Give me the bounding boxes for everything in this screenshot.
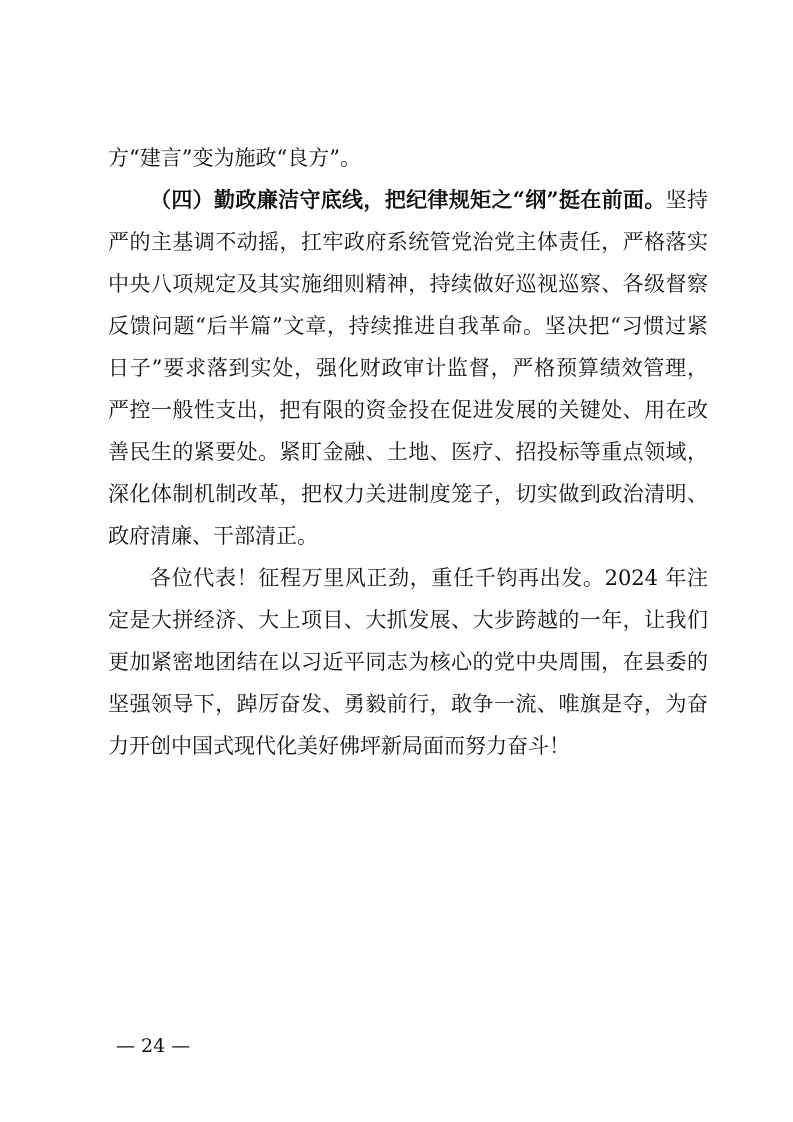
paragraph-3-line-5: 力开创中国式现代化美好佛坪新局面而努力奋斗！ xyxy=(108,734,570,758)
paragraph-2-line-9: 政府清廉、干部清正。 xyxy=(108,524,318,548)
paragraph-2-line-2: 严的主基调不动摇，扛牢政府系统管党治党主体责任，严格落实 xyxy=(108,230,708,254)
paragraph-2-line-4: 反馈问题“后半篇”文章，持续推进自我革命。坚决把“习惯过紧 xyxy=(108,314,708,338)
paragraph-2-line-1 xyxy=(150,186,708,214)
paragraph-2-line-3: 中央八项规定及其实施细则精神，持续做好巡视巡察、各级督察 xyxy=(108,272,708,296)
paragraph-2-line-7: 善民生的紧要处。紧盯金融、土地、医疗、招投标等重点领域， xyxy=(108,440,708,464)
page-number: — 24 — xyxy=(116,1035,191,1057)
paragraph-3-line-3: 更加紧密地团结在以习近平同志为核心的党中央周围，在县委的 xyxy=(108,650,708,674)
paragraph-2-line-6: 严控一般性支出，把有限的资金投在促进发展的关键处、用在改 xyxy=(108,398,708,422)
paragraph-3-line-1: 各位代表！征程万里风正劲，重任千钧再出发。2024 年注 xyxy=(150,566,708,590)
paragraph-3-line-4: 坚强领导下，踔厉奋发、勇毅前行，敢争一流、唯旗是夺，为奋 xyxy=(108,692,708,716)
section-heading: （四）勤政廉洁守底线，把纪律规矩之“纲”挺在前面。 xyxy=(150,187,666,212)
paragraph-3-line-2: 定是大拼经济、大上项目、大抓发展、大步跨越的一年，让我们 xyxy=(108,608,708,632)
paragraph-2-line-5: 日子”要求落到实处，强化财政审计监督，严格预算绩效管理， xyxy=(108,356,708,380)
paragraph-1-line-1: 方“建言”变为施政“良方”。 xyxy=(108,146,361,170)
paragraph-2-line-8: 深化体制机制改革，把权力关进制度笼子，切实做到政治清明、 xyxy=(108,482,708,506)
paragraph-2-line-1-rest: 坚持 xyxy=(665,188,709,212)
